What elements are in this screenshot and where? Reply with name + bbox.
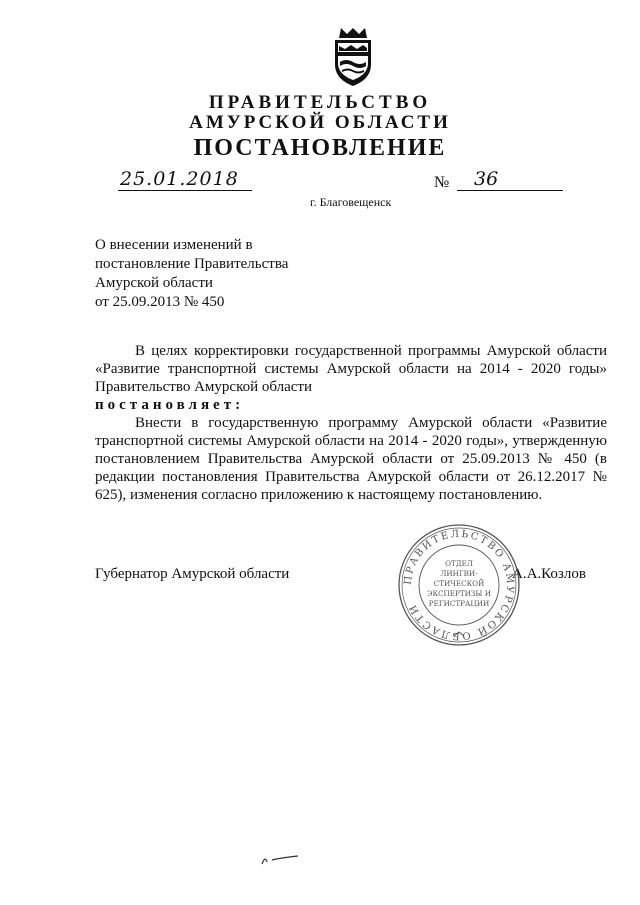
government-name-line1: ПРАВИТЕЛЬСТВО — [208, 92, 432, 113]
subject-line: от 25.09.2013 № 450 — [95, 294, 225, 310]
stamp-center-line: СТИЧЕСКОЙ — [433, 579, 485, 588]
subject-line: О внесении изменений в — [95, 237, 253, 253]
city: г. Благовещенск — [310, 195, 392, 209]
subject-line: постановление Правительства — [95, 256, 289, 272]
document-title: ПОСТАНОВЛЕНИЕ — [193, 135, 447, 161]
resolution-item: Внести в государственную программу Амурской области «Развитие транспортной системы Амурской области на 2014 - 2020 годы», утвержденную постановлением Правительства Амурской области от 25.09.2013 № 450 (в редакции постановления Правительства Амурской области от 26.12.2017 № 625), изменения согласно приложению к настоящему постановлению. — [95, 415, 607, 503]
stamp-center-line: ЭКСПЕРТИЗЫ И — [426, 589, 492, 598]
stamp-ring-text: ПРАВИТЕЛЬСТВО АМУРСКОЙ ОБЛАСТИ — [402, 528, 516, 642]
handwritten-mark — [258, 852, 302, 868]
number-sign: № — [434, 174, 450, 191]
stamp-center-line: РЕГИСТРАЦИИ — [428, 599, 490, 608]
coat-of-arms-emblem — [327, 26, 379, 88]
stamp-center-line: ОТДЕЛ — [445, 559, 473, 568]
document-subject — [95, 236, 315, 312]
date-underline — [118, 190, 252, 191]
preamble-paragraph: В целях корректировки государственной программы Амурской области «Развитие транспортной системы Амурской области на 2014 - 2020 годы» Правительство Амурской области — [95, 343, 607, 395]
document-body — [95, 342, 607, 504]
signatory-position: Губернатор Амурской области — [95, 566, 290, 582]
handwritten-number: 36 — [474, 168, 499, 190]
stamp-center-line: ЛИНГВИ- — [440, 569, 478, 578]
government-name-line2: АМУРСКОЙ ОБЛАСТИ — [189, 112, 451, 133]
number-underline — [457, 190, 563, 191]
resolves-word: постановляет: — [95, 397, 245, 413]
handwritten-date: 25.01.2018 — [120, 168, 239, 190]
subject-line: Амурской области — [95, 275, 213, 291]
registration-stamp — [396, 522, 522, 648]
signatory-name: А.А.Козлов — [512, 566, 586, 582]
